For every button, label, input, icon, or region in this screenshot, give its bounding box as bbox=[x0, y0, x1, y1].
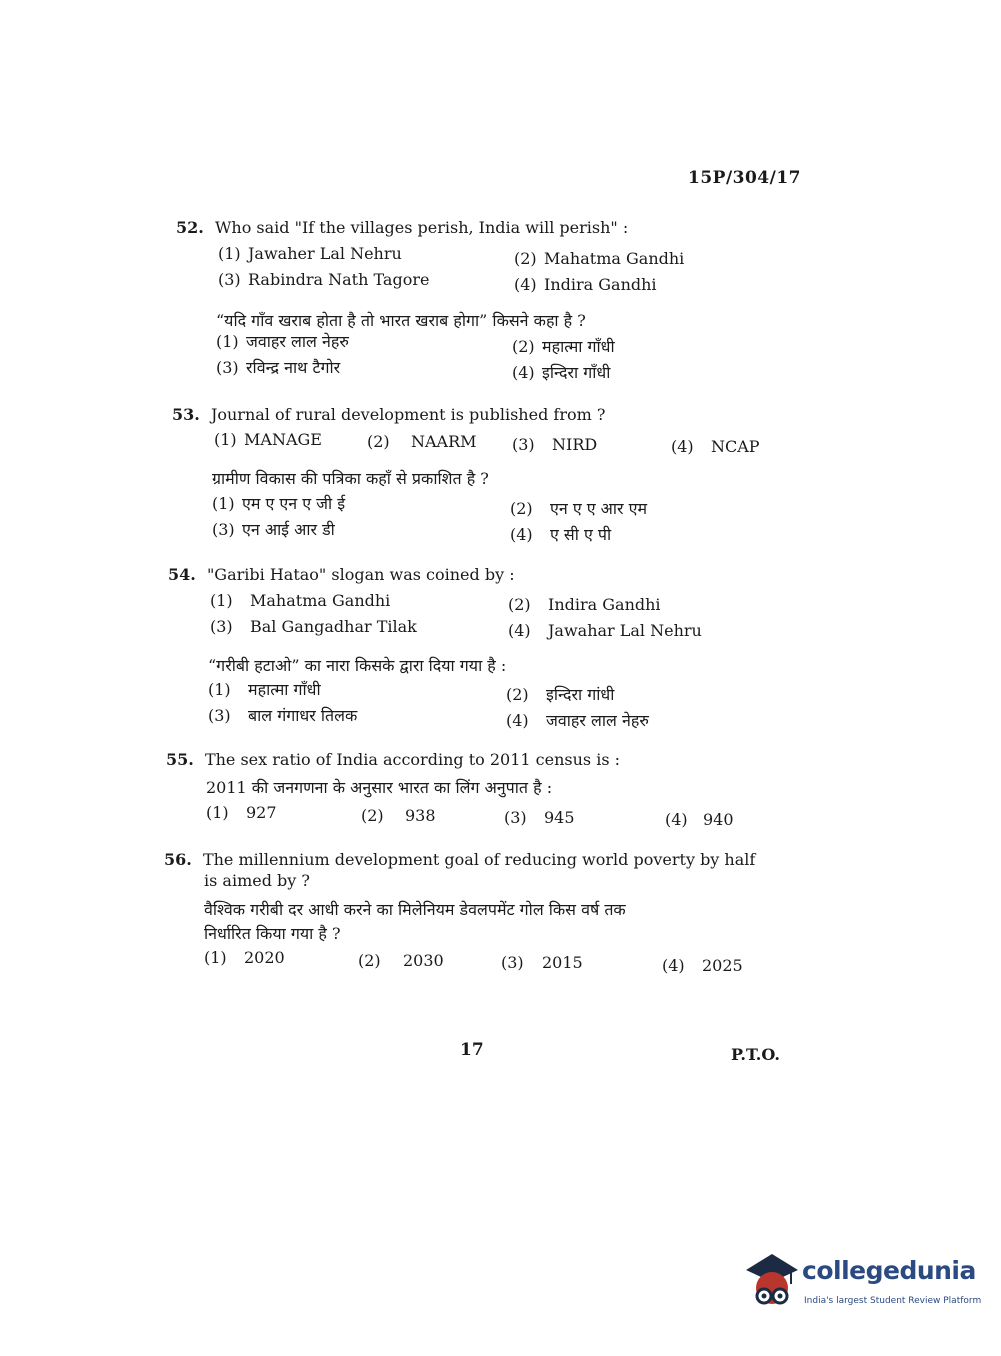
paper-code: 15P/304/17 bbox=[688, 168, 802, 188]
option: (4) ए सी ए पी bbox=[510, 525, 612, 544]
logo-tagline: India's largest Student Review Platform bbox=[804, 1296, 982, 1306]
option: (2) Indira Gandhi bbox=[508, 595, 661, 614]
question-number: 55. bbox=[166, 750, 194, 769]
question-number: 52. bbox=[176, 218, 204, 237]
option: (1) महात्मा गाँधी bbox=[208, 680, 321, 699]
question-52 bbox=[176, 218, 628, 237]
question-54 bbox=[168, 565, 515, 584]
option: (4) इन्दिरा गाँधी bbox=[512, 363, 611, 382]
option: (3) एन आई आर डी bbox=[212, 520, 335, 539]
question-text-hi: “गरीबी हटाओ” का नारा किसके द्वारा दिया गया है : bbox=[208, 656, 507, 675]
page-number: 17 bbox=[460, 1040, 484, 1060]
option: (3) बाल गंगाधर तिलक bbox=[208, 706, 358, 725]
option: (1) Jawaher Lal Nehru bbox=[218, 244, 402, 263]
question-text-hi: ग्रामीण विकास की पत्रिका कहाँ से प्रकाशित है ? bbox=[212, 469, 489, 488]
question-number: 54. bbox=[168, 565, 196, 584]
option: (3) Bal Gangadhar Tilak bbox=[210, 617, 417, 636]
option: (2) 938 bbox=[361, 806, 436, 825]
option: (4) 2025 bbox=[662, 956, 743, 975]
question-text-en: The millennium development goal of reducing world poverty by half bbox=[202, 850, 756, 869]
question-text-hi: वैश्विक गरीबी दर आधी करने का मिलेनियम डेवलपमेंट गोल किस वर्ष तक bbox=[204, 900, 626, 919]
question-text-hi: 2011 की जनगणना के अनुसार भारत का लिंग अनुपात है : bbox=[206, 778, 553, 797]
question-number: 53. bbox=[172, 405, 200, 424]
option: (1) एम ए एन ए जी ई bbox=[212, 494, 346, 513]
mascot-icon bbox=[742, 1250, 800, 1314]
option: (3) रविन्द्र नाथ टैगोर bbox=[216, 358, 341, 377]
question-56 bbox=[164, 850, 755, 869]
logo-wordmark: collegedunia bbox=[802, 1256, 976, 1285]
option: (2) 2030 bbox=[358, 951, 444, 970]
question-53 bbox=[172, 405, 605, 424]
question-text-en: "Garibi Hatao" slogan was coined by : bbox=[206, 565, 515, 584]
question-text-en: Journal of rural development is published from ? bbox=[210, 405, 606, 424]
question-55 bbox=[166, 750, 620, 769]
option: (2) Mahatma Gandhi bbox=[514, 249, 685, 268]
question-text-hi: “यदि गाँव खराब होता है तो भारत खराब होगा” किसने कहा है ? bbox=[216, 311, 586, 330]
collegedunia-logo bbox=[742, 1250, 982, 1314]
option: (4) Jawahar Lal Nehru bbox=[508, 621, 702, 640]
question-number: 56. bbox=[164, 850, 192, 869]
option: (1) 2020 bbox=[204, 948, 285, 967]
option: (4) 940 bbox=[665, 810, 734, 829]
option: (2) एन ए ए आर एम bbox=[510, 499, 648, 518]
pto-label: P.T.O. bbox=[731, 1045, 780, 1064]
option: (2) इन्दिरा गांधी bbox=[506, 685, 615, 704]
option: (3) 945 bbox=[504, 808, 575, 827]
question-text-hi-cont: निर्धारित किया गया है ? bbox=[204, 924, 341, 943]
option: (2) NAARM bbox=[367, 432, 477, 451]
option: (2) महात्मा गाँधी bbox=[512, 337, 615, 356]
question-text-en: Who said "If the villages perish, India will perish" : bbox=[214, 218, 629, 237]
option: (1) MANAGE bbox=[214, 430, 322, 449]
question-text-en-cont: is aimed by ? bbox=[204, 871, 310, 890]
option: (4) NCAP bbox=[671, 437, 760, 456]
option: (3) NIRD bbox=[512, 435, 598, 454]
option: (4) Indira Gandhi bbox=[514, 275, 657, 294]
option: (3) 2015 bbox=[501, 953, 583, 972]
option: (1) Mahatma Gandhi bbox=[210, 591, 391, 610]
question-text-en: The sex ratio of India according to 2011 census is : bbox=[204, 750, 620, 769]
option: (1) जवाहर लाल नेहरु bbox=[216, 332, 349, 351]
option: (4) जवाहर लाल नेहरु bbox=[506, 711, 649, 730]
option: (1) 927 bbox=[206, 803, 277, 822]
option: (3) Rabindra Nath Tagore bbox=[218, 270, 430, 289]
